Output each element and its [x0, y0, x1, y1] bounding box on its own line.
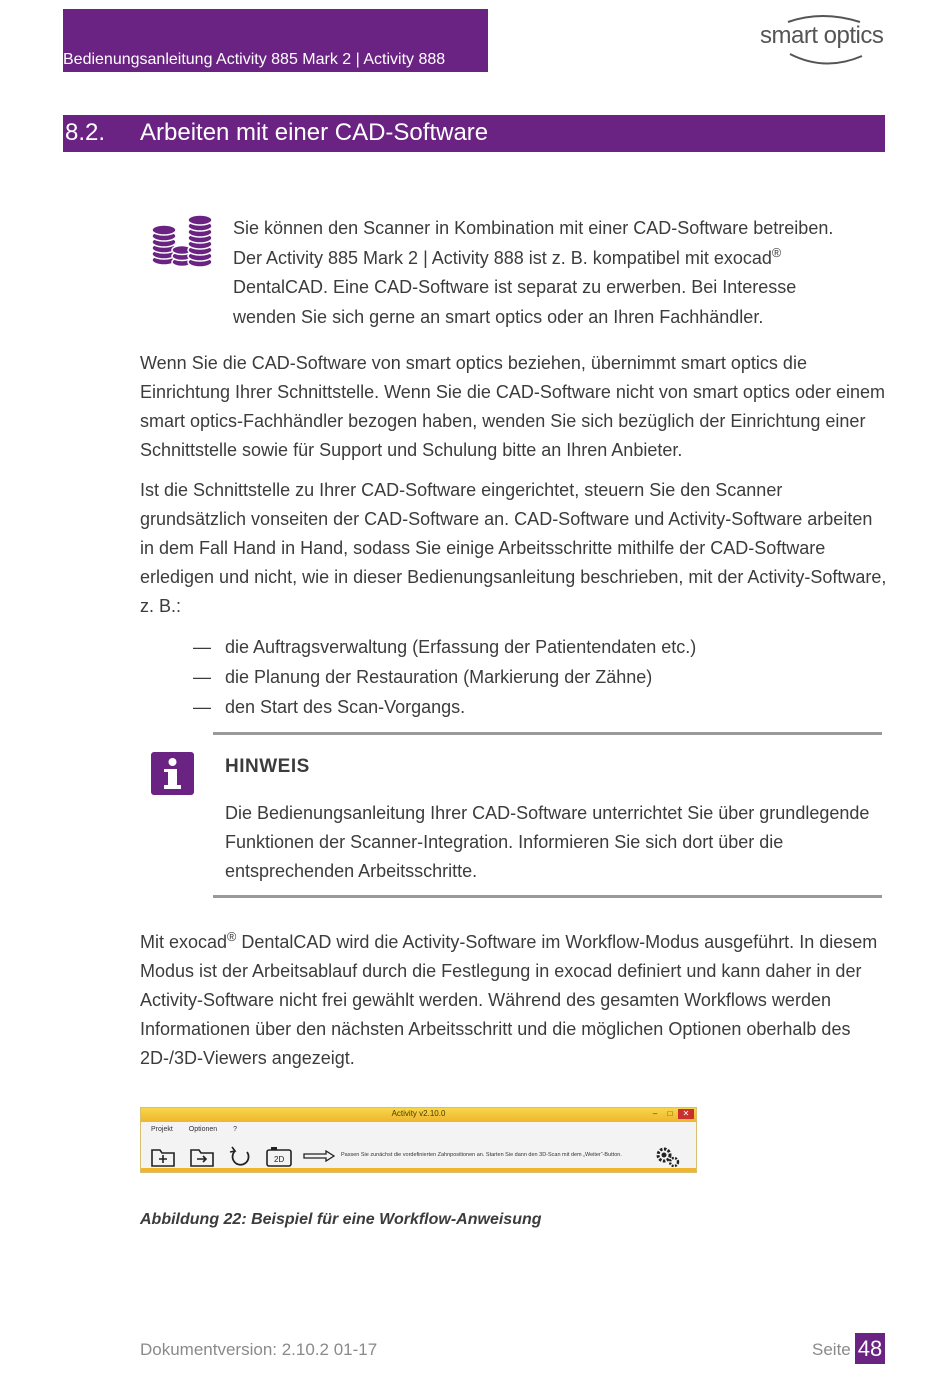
window-bottom-border	[141, 1168, 696, 1172]
intro-line-3: DentalCAD. Eine CAD-Software ist separat zu erwerben. Bei Interesse	[233, 277, 797, 297]
paragraph-3	[140, 928, 890, 1073]
section-heading	[63, 115, 885, 152]
page-label: Seite	[812, 1340, 851, 1359]
menu-bar	[151, 1126, 251, 1133]
stacked-coins-icon	[150, 214, 214, 270]
logo-swoosh-icon	[760, 12, 890, 72]
window-titlebar	[141, 1108, 696, 1122]
menu-help[interactable]: ?	[233, 1126, 238, 1133]
list-item-text: den Start des Scan-Vorgangs.	[225, 697, 466, 717]
list-item-text: die Planung der Restauration (Markierung der Zähne)	[225, 667, 653, 687]
note-bottom-rule	[213, 895, 882, 898]
maximize-icon[interactable]: □	[667, 1109, 673, 1118]
window-title: Activity v2.10.0	[391, 1109, 446, 1118]
bullet-dash: —	[193, 697, 211, 717]
info-icon	[151, 752, 194, 795]
bullet-list	[193, 632, 696, 722]
manual-title: Bedienungsanleitung Activity 885 Mark 2 | Activity 888	[63, 51, 446, 68]
intro-line-2	[233, 244, 893, 274]
workflow-message: Passen Sie zunächst die vordefinierten Zahnpositionen an. Starten Sie dann den 3D-Scan mit dem „Weiter“-Button.	[341, 1152, 622, 1158]
paragraph-1: Wenn Sie die CAD-Software von smart optics beziehen, übernimmt smart optics die Einrichtung Ihrer Schnittstelle. Wenn Sie die CAD-Software nicht von smart optics oder einem smart optics-Fachhändler bezogen haben, wenden Sie sich bezüglich der Einrichtung einer Schnittstelle sowie für Support und Schulung bitte an Ihren Anbieter.	[140, 353, 886, 460]
bullet-dash: —	[193, 667, 211, 687]
section-title: Arbeiten mit einer CAD-Software	[140, 119, 489, 146]
section-number: 8.2.	[65, 119, 106, 146]
minimize-icon[interactable]: –	[652, 1109, 658, 1118]
intro-line-4: wenden Sie sich gerne an smart optics oder an Ihren Fachhändler.	[233, 306, 764, 327]
paragraph-3-start: Mit exocad	[140, 932, 228, 952]
registered-mark: ®	[227, 930, 237, 944]
note-top-rule	[213, 732, 882, 735]
intro-line-1: Sie können den Scanner in Kombination mit einer CAD-Software betreiben.	[233, 218, 834, 238]
page-number: 48	[855, 1333, 885, 1364]
paragraph-3-rest: DentalCAD wird die Activity-Software im Workflow-Modus ausgeführt. In diesem Modus ist der Arbeitsablauf durch die Festlegung in exocad definiert und kann daher in der Activity-Software nicht frei gewählt werden. Während des gesamten Workflows werden Informationen über den nächsten Arbeitsschritt und die möglichen Optionen oberhalb des 2D-/3D-Viewers angezeigt.	[140, 932, 878, 1068]
figure-caption: Abbildung 22: Beispiel für eine Workflow-Anweisung	[140, 1211, 542, 1228]
list-item	[193, 692, 696, 722]
intro-line-2-text: Der Activity 885 Mark 2 | Activity 888 ist z. B. kompatibel mit exocad	[233, 247, 772, 268]
open-project-icon[interactable]	[188, 1144, 216, 1168]
list-item-text: die Auftragsverwaltung (Erfassung der Patientendaten etc.)	[225, 637, 697, 657]
smart-optics-logo	[760, 12, 890, 72]
registered-mark: ®	[771, 245, 782, 260]
list-item	[193, 632, 696, 662]
note-text: Die Bedienungsanleitung Ihrer CAD-Software unterrichtet Sie über grundlegende Funktionen der Scanner-Integration. Informieren Sie sich dort über die entsprechenden Arbeitsschritte.	[225, 803, 870, 881]
workflow-screenshot	[140, 1107, 697, 1173]
settings-gears-icon[interactable]	[653, 1144, 681, 1168]
list-item	[193, 662, 696, 692]
arrow-right-icon	[303, 1150, 335, 1162]
reset-icon[interactable]	[227, 1144, 255, 1168]
intro-text	[233, 214, 893, 332]
new-project-icon[interactable]	[149, 1144, 177, 1168]
document-version: Dokumentversion: 2.10.2 01-17	[140, 1340, 378, 1359]
logo-text: smart optics	[760, 22, 884, 49]
menu-optionen[interactable]: Optionen	[188, 1126, 218, 1133]
note-title: HINWEIS	[225, 756, 310, 777]
bullet-dash: —	[193, 637, 211, 657]
close-icon[interactable]: ✕	[678, 1109, 694, 1119]
scan-icon[interactable]	[265, 1144, 293, 1168]
svg-text:2D: 2D	[274, 1155, 285, 1164]
menu-projekt[interactable]: Projekt	[151, 1126, 173, 1133]
paragraph-2: Ist die Schnittstelle zu Ihrer CAD-Software eingerichtet, steuern Sie den Scanner grundsätzlich vonseiten der CAD-Software an. CAD-Software und Activity-Software arbeiten in dem Fall Hand in Hand, sodass Sie einige Arbeitsschritte mithilfe der CAD-Software erledigen und nicht, wie in dieser Bedienungsanleitung beschrieben, mit der Activity-Software, z. B.:	[140, 480, 887, 616]
